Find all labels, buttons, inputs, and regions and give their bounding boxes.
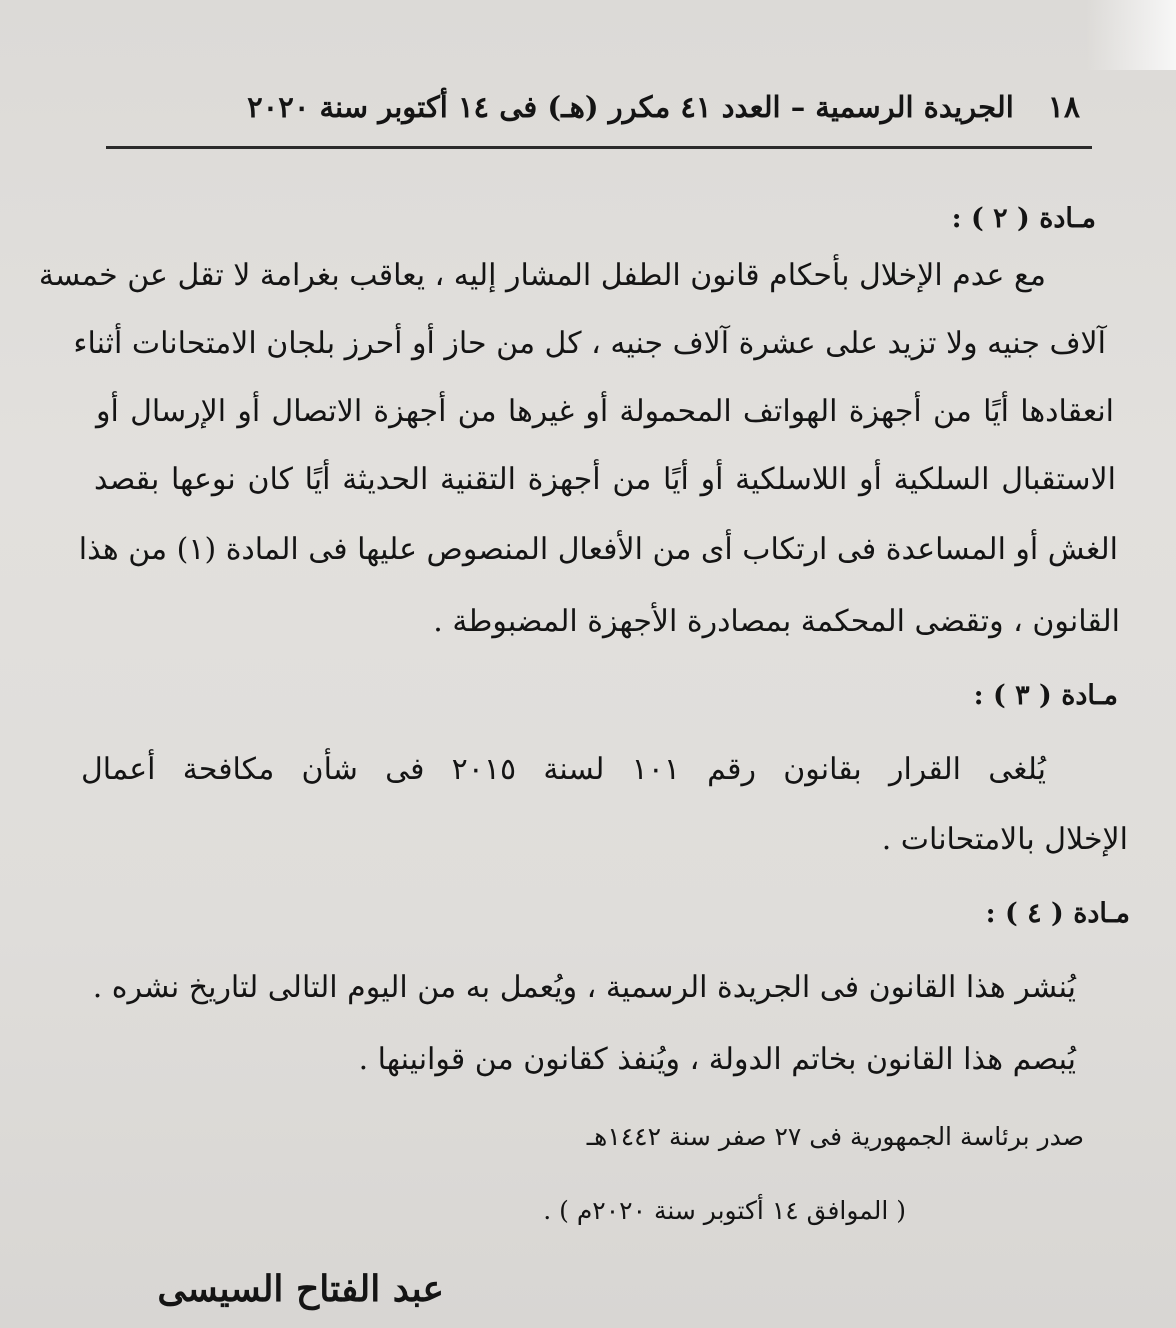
article-2-line-2: آلاف جنيه ولا تزيد على عشرة آلاف جنيه ، كل من حاز أو أحرز بلجان الامتحانات أثناء (73, 326, 1106, 361)
page-header (100, 82, 1080, 132)
article-3-line-1: يُلغى القرار بقانون رقم ١٠١ لسنة ٢٠١٥ فى شأن مكافحة أعمال (81, 752, 1046, 787)
president-signature: عبد الفتاح السيسى (157, 1268, 444, 1310)
issued-statement: صدر برئاسة الجمهورية فى ٢٧ صفر سنة ١٤٤٢هـ (586, 1122, 1084, 1151)
article-2-line-4: الاستقبال السلكية أو اللاسلكية أو أيًا من أجهزة التقنية الحديثة أيًا كان نوعها بقصد (94, 462, 1116, 497)
article-3-line-2: الإخلال بالامتحانات . (881, 822, 1128, 857)
article-2-line-1: مع عدم الإخلال بأحكام قانون الطفل المشار إليه ، يعاقب بغرامة لا تقل عن خمسة (38, 258, 1046, 293)
article-2-line-3: انعقادها أيًا من أجهزة الهواتف المحمولة أو غيرها من أجهزة الاتصال أو الإرسال أو (96, 394, 1114, 429)
article-3-heading: مـادة ( ٣ ) : (973, 680, 1118, 711)
header-title: الجريدة الرسمية – العدد ٤١ مكرر (هـ) فى ١٤ أكتوبر سنة ٢٠٢٠ (247, 90, 1014, 124)
page-number: ١٨ (1047, 89, 1080, 125)
corresponding-date: ( الموافق ١٤ أكتوبر سنة ٢٠٢٠م ) . (543, 1196, 906, 1225)
article-4-line-1: يُنشر هذا القانون فى الجريدة الرسمية ، ويُعمل به من اليوم التالى لتاريخ نشره . (92, 970, 1076, 1005)
article-2-line-6: القانون ، وتقضى المحكمة بمصادرة الأجهزة المضبوطة . (433, 604, 1120, 639)
article-4-heading: مـادة ( ٤ ) : (985, 898, 1130, 929)
article-2-line-5: الغش أو المساعدة فى ارتكاب أى من الأفعال المنصوص عليها فى المادة (١) من هذا (78, 532, 1118, 567)
article-2-heading: مـادة ( ٢ ) : (951, 203, 1096, 234)
article-4-line-2: يُبصم هذا القانون بخاتم الدولة ، ويُنفذ كقانون من قوانينها . (358, 1042, 1076, 1077)
header-divider (106, 146, 1092, 149)
page-edge-highlight (1086, 0, 1176, 70)
